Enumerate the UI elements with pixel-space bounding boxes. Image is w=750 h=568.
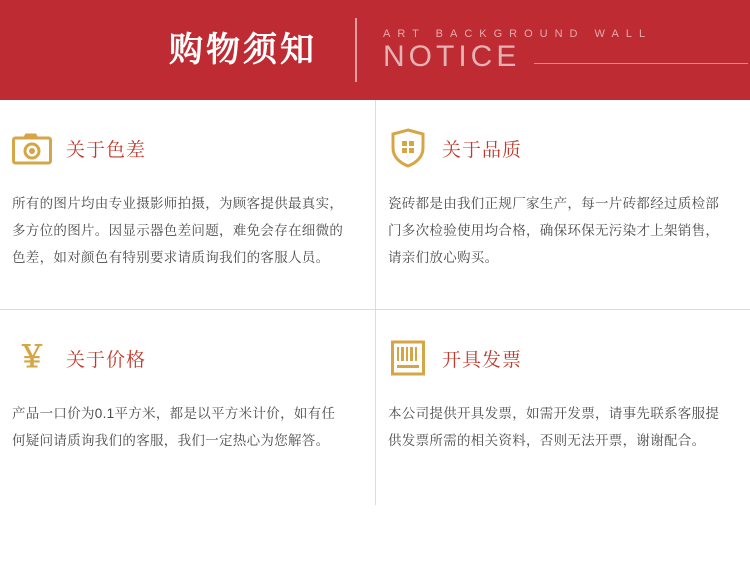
yen-glyph: ￥	[17, 341, 47, 374]
page-title: 购物须知	[169, 31, 317, 69]
notice-body: 本公司提供开具发票，如需开发票，请事先联系客服提供发票所需的相关资料，否则无法开票，谢谢配合。	[388, 406, 720, 448]
yen-price-icon	[12, 338, 52, 378]
header-title-block	[0, 0, 355, 100]
notice-title: 关于品质	[442, 139, 523, 161]
page-header	[0, 0, 750, 100]
notice-row-2	[0, 310, 750, 505]
notice-body: 瓷砖都是由我们正规厂家生产，每一片砖都经过质检部门多次检验使用均合格，确保环保无污染才上架销售，请亲们放心购买。	[388, 196, 720, 265]
notice-row-1	[0, 100, 750, 310]
notice-grid	[0, 100, 750, 505]
camera-icon	[12, 128, 52, 168]
header-notice-row	[383, 42, 750, 72]
notice-cell-quality	[375, 100, 750, 310]
notice-head	[388, 128, 722, 168]
header-subtitle-block	[357, 0, 750, 100]
header-notice-en: NOTICE	[383, 40, 521, 73]
notice-title: 开具发票	[442, 349, 523, 371]
header-subtitle-en: ART BACKGROUND WALL	[383, 28, 653, 40]
notice-body: 产品一口价为0.1平方米，都是以平方米计价，如有任何疑问请质询我们的客服，我们一定热心为您解答。	[12, 406, 336, 448]
notice-cell-color-difference	[0, 100, 375, 310]
notice-head	[12, 338, 345, 378]
notice-head	[12, 128, 345, 168]
notice-body: 所有的图片均由专业摄影师拍摄，为顾客提供最真实，多方位的图片。因显示器色差问题，难免会存在细微的色差，如对颜色有特别要求请质询我们的客服人员。	[12, 196, 344, 265]
notice-head	[388, 338, 722, 378]
header-horizontal-rule	[534, 63, 748, 64]
shield-quality-icon	[388, 128, 428, 168]
invoice-icon	[388, 338, 428, 378]
notice-cell-invoice	[375, 310, 750, 505]
notice-cell-price	[0, 310, 375, 505]
notice-title: 关于价格	[66, 349, 147, 371]
notice-title: 关于色差	[66, 139, 147, 161]
